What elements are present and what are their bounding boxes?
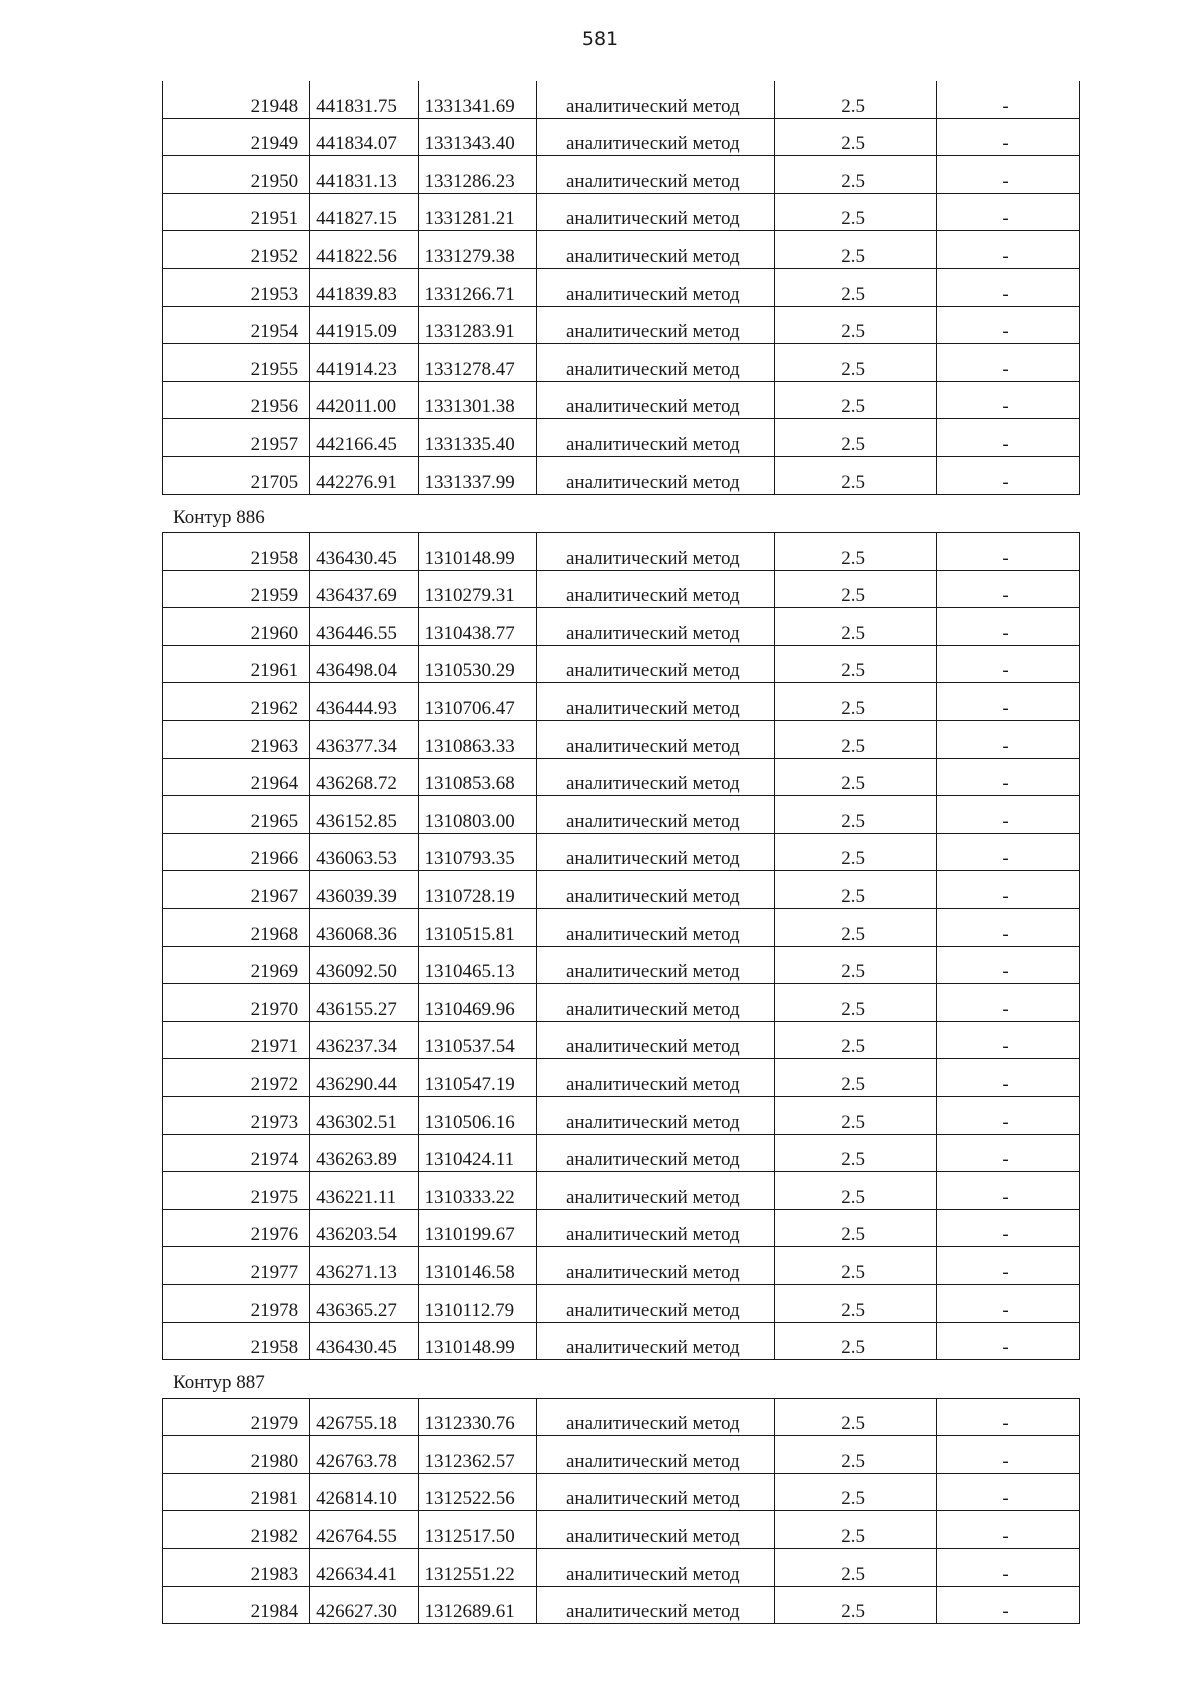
coordinates-table [162, 1398, 1080, 1625]
table-row [163, 984, 1080, 1022]
x-coordinate-cell: 441822.56 [310, 231, 418, 269]
error-cell: 2.5 [775, 1284, 937, 1322]
x-coordinate-cell: 436068.36 [310, 908, 418, 946]
error-cell: 2.5 [775, 533, 937, 571]
error-cell: 2.5 [775, 1172, 937, 1210]
point-number-cell: 21958 [163, 533, 310, 571]
table-row [163, 645, 1080, 683]
coordinates-table [162, 532, 1080, 1360]
x-coordinate-cell: 436430.45 [310, 1322, 418, 1360]
y-coordinate-cell: 1331283.91 [418, 306, 536, 344]
x-coordinate-cell: 436092.50 [310, 946, 418, 984]
point-number-cell: 21955 [163, 344, 310, 382]
y-coordinate-cell: 1310112.79 [418, 1284, 536, 1322]
x-coordinate-cell: 426627.30 [310, 1586, 418, 1624]
note-cell: - [937, 1134, 1080, 1172]
error-cell: 2.5 [775, 1473, 937, 1511]
table-row [163, 306, 1080, 344]
method-cell: аналитический метод [536, 796, 774, 834]
method-cell: аналитический метод [536, 268, 774, 306]
method-cell: аналитический метод [536, 1586, 774, 1624]
x-coordinate-cell: 436446.55 [310, 608, 418, 646]
x-coordinate-cell: 436430.45 [310, 533, 418, 571]
table-row [163, 1172, 1080, 1210]
error-cell: 2.5 [775, 721, 937, 759]
page-number: 581 [581, 28, 619, 50]
method-cell: аналитический метод [536, 871, 774, 909]
point-number-cell: 21952 [163, 231, 310, 269]
table-row [163, 796, 1080, 834]
table-row [163, 1548, 1080, 1586]
point-number-cell: 21970 [163, 984, 310, 1022]
point-number-cell: 21963 [163, 721, 310, 759]
error-cell: 2.5 [775, 1548, 937, 1586]
note-cell: - [937, 984, 1080, 1022]
table-row [163, 118, 1080, 156]
error-cell: 2.5 [775, 1398, 937, 1436]
x-coordinate-cell: 441914.23 [310, 344, 418, 382]
method-cell: аналитический метод [536, 306, 774, 344]
point-number-cell: 21948 [163, 81, 310, 118]
method-cell: аналитический метод [536, 721, 774, 759]
note-cell: - [937, 1511, 1080, 1549]
note-cell: - [937, 1172, 1080, 1210]
method-cell: аналитический метод [536, 1473, 774, 1511]
point-number-cell: 21964 [163, 758, 310, 796]
note-cell: - [937, 81, 1080, 118]
table-row [163, 683, 1080, 721]
error-cell: 2.5 [775, 908, 937, 946]
x-coordinate-cell: 436268.72 [310, 758, 418, 796]
y-coordinate-cell: 1310803.00 [418, 796, 536, 834]
table-row [163, 1473, 1080, 1511]
contour-label: Контур 886 [173, 506, 265, 528]
note-cell: - [937, 1548, 1080, 1586]
error-cell: 2.5 [775, 456, 937, 494]
point-number-cell: 21953 [163, 268, 310, 306]
point-number-cell: 21972 [163, 1059, 310, 1097]
table-row [163, 381, 1080, 419]
method-cell: аналитический метод [536, 456, 774, 494]
error-cell: 2.5 [775, 608, 937, 646]
y-coordinate-cell: 1310706.47 [418, 683, 536, 721]
method-cell: аналитический метод [536, 81, 774, 118]
y-coordinate-cell: 1310547.19 [418, 1059, 536, 1097]
point-number-cell: 21968 [163, 908, 310, 946]
note-cell: - [937, 1096, 1080, 1134]
y-coordinate-cell: 1310333.22 [418, 1172, 536, 1210]
point-number-cell: 21969 [163, 946, 310, 984]
note-cell: - [937, 1059, 1080, 1097]
x-coordinate-cell: 442276.91 [310, 456, 418, 494]
point-number-cell: 21971 [163, 1021, 310, 1059]
error-cell: 2.5 [775, 381, 937, 419]
error-cell: 2.5 [775, 1586, 937, 1624]
method-cell: аналитический метод [536, 833, 774, 871]
table-row [163, 1436, 1080, 1474]
point-number-cell: 21983 [163, 1548, 310, 1586]
error-cell: 2.5 [775, 796, 937, 834]
x-coordinate-cell: 436437.69 [310, 570, 418, 608]
method-cell: аналитический метод [536, 1436, 774, 1474]
error-cell: 2.5 [775, 871, 937, 909]
note-cell: - [937, 1586, 1080, 1624]
error-cell: 2.5 [775, 1511, 937, 1549]
method-cell: аналитический метод [536, 1322, 774, 1360]
table-row [163, 1209, 1080, 1247]
method-cell: аналитический метод [536, 1209, 774, 1247]
table-row [163, 231, 1080, 269]
point-number-cell: 21975 [163, 1172, 310, 1210]
point-number-cell: 21954 [163, 306, 310, 344]
error-cell: 2.5 [775, 1021, 937, 1059]
error-cell: 2.5 [775, 570, 937, 608]
note-cell: - [937, 758, 1080, 796]
note-cell: - [937, 118, 1080, 156]
table-row [163, 193, 1080, 231]
y-coordinate-cell: 1331279.38 [418, 231, 536, 269]
note-cell: - [937, 306, 1080, 344]
point-number-cell: 21959 [163, 570, 310, 608]
table-row [163, 268, 1080, 306]
x-coordinate-cell: 436263.89 [310, 1134, 418, 1172]
note-cell: - [937, 570, 1080, 608]
note-cell: - [937, 1473, 1080, 1511]
error-cell: 2.5 [775, 81, 937, 118]
error-cell: 2.5 [775, 268, 937, 306]
method-cell: аналитический метод [536, 1172, 774, 1210]
note-cell: - [937, 946, 1080, 984]
document-content [162, 81, 1080, 1624]
y-coordinate-cell: 1331266.71 [418, 268, 536, 306]
note-cell: - [937, 721, 1080, 759]
x-coordinate-cell: 426764.55 [310, 1511, 418, 1549]
error-cell: 2.5 [775, 984, 937, 1022]
point-number-cell: 21949 [163, 118, 310, 156]
point-number-cell: 21958 [163, 1322, 310, 1360]
error-cell: 2.5 [775, 344, 937, 382]
point-number-cell: 21960 [163, 608, 310, 646]
table-row [163, 833, 1080, 871]
y-coordinate-cell: 1310728.19 [418, 871, 536, 909]
table-row [163, 1096, 1080, 1134]
method-cell: аналитический метод [536, 231, 774, 269]
table-row [163, 1021, 1080, 1059]
point-number-cell: 21984 [163, 1586, 310, 1624]
x-coordinate-cell: 436444.93 [310, 683, 418, 721]
error-cell: 2.5 [775, 156, 937, 194]
error-cell: 2.5 [775, 1096, 937, 1134]
note-cell: - [937, 833, 1080, 871]
table-row [163, 344, 1080, 382]
method-cell: аналитический метод [536, 118, 774, 156]
note-cell: - [937, 1436, 1080, 1474]
method-cell: аналитический метод [536, 381, 774, 419]
table-row [163, 721, 1080, 759]
note-cell: - [937, 871, 1080, 909]
table-row [163, 156, 1080, 194]
note-cell: - [937, 456, 1080, 494]
table-row [163, 1247, 1080, 1285]
method-cell: аналитический метод [536, 419, 774, 457]
method-cell: аналитический метод [536, 758, 774, 796]
table-row [163, 1586, 1080, 1624]
method-cell: аналитический метод [536, 1059, 774, 1097]
point-number-cell: 21981 [163, 1473, 310, 1511]
point-number-cell: 21951 [163, 193, 310, 231]
y-coordinate-cell: 1310863.33 [418, 721, 536, 759]
table-row [163, 758, 1080, 796]
note-cell: - [937, 683, 1080, 721]
point-number-cell: 21961 [163, 645, 310, 683]
method-cell: аналитический метод [536, 570, 774, 608]
y-coordinate-cell: 1310515.81 [418, 908, 536, 946]
y-coordinate-cell: 1331343.40 [418, 118, 536, 156]
error-cell: 2.5 [775, 118, 937, 156]
y-coordinate-cell: 1331278.47 [418, 344, 536, 382]
x-coordinate-cell: 436365.27 [310, 1284, 418, 1322]
point-number-cell: 21976 [163, 1209, 310, 1247]
note-cell: - [937, 156, 1080, 194]
table-row [163, 419, 1080, 457]
y-coordinate-cell: 1331286.23 [418, 156, 536, 194]
method-cell: аналитический метод [536, 1398, 774, 1436]
point-number-cell: 21705 [163, 456, 310, 494]
point-number-cell: 21978 [163, 1284, 310, 1322]
x-coordinate-cell: 436039.39 [310, 871, 418, 909]
table-row [163, 1134, 1080, 1172]
x-coordinate-cell: 436237.34 [310, 1021, 418, 1059]
y-coordinate-cell: 1310199.67 [418, 1209, 536, 1247]
table-row [163, 1284, 1080, 1322]
note-cell: - [937, 268, 1080, 306]
y-coordinate-cell: 1312551.22 [418, 1548, 536, 1586]
x-coordinate-cell: 436377.34 [310, 721, 418, 759]
method-cell: аналитический метод [536, 193, 774, 231]
error-cell: 2.5 [775, 231, 937, 269]
note-cell: - [937, 419, 1080, 457]
method-cell: аналитический метод [536, 683, 774, 721]
x-coordinate-cell: 441834.07 [310, 118, 418, 156]
y-coordinate-cell: 1310148.99 [418, 533, 536, 571]
x-coordinate-cell: 441839.83 [310, 268, 418, 306]
table-row [163, 1398, 1080, 1436]
y-coordinate-cell: 1310148.99 [418, 1322, 536, 1360]
point-number-cell: 21974 [163, 1134, 310, 1172]
table-row [163, 908, 1080, 946]
error-cell: 2.5 [775, 1322, 937, 1360]
note-cell: - [937, 231, 1080, 269]
table-row [163, 1059, 1080, 1097]
method-cell: аналитический метод [536, 533, 774, 571]
point-number-cell: 21973 [163, 1096, 310, 1134]
point-number-cell: 21965 [163, 796, 310, 834]
contour-label: Контур 887 [173, 1372, 265, 1394]
point-number-cell: 21979 [163, 1398, 310, 1436]
y-coordinate-cell: 1310530.29 [418, 645, 536, 683]
x-coordinate-cell: 436221.11 [310, 1172, 418, 1210]
table-row [163, 570, 1080, 608]
method-cell: аналитический метод [536, 1284, 774, 1322]
x-coordinate-cell: 442011.00 [310, 381, 418, 419]
x-coordinate-cell: 436063.53 [310, 833, 418, 871]
method-cell: аналитический метод [536, 156, 774, 194]
coordinates-table [162, 81, 1080, 495]
error-cell: 2.5 [775, 758, 937, 796]
method-cell: аналитический метод [536, 1548, 774, 1586]
y-coordinate-cell: 1331335.40 [418, 419, 536, 457]
note-cell: - [937, 533, 1080, 571]
point-number-cell: 21982 [163, 1511, 310, 1549]
x-coordinate-cell: 426763.78 [310, 1436, 418, 1474]
x-coordinate-cell: 441831.75 [310, 81, 418, 118]
error-cell: 2.5 [775, 683, 937, 721]
y-coordinate-cell: 1312517.50 [418, 1511, 536, 1549]
error-cell: 2.5 [775, 193, 937, 231]
y-coordinate-cell: 1331341.69 [418, 81, 536, 118]
method-cell: аналитический метод [536, 984, 774, 1022]
table-row [163, 81, 1080, 118]
x-coordinate-cell: 426634.41 [310, 1548, 418, 1586]
x-coordinate-cell: 436271.13 [310, 1247, 418, 1285]
y-coordinate-cell: 1310438.77 [418, 608, 536, 646]
error-cell: 2.5 [775, 306, 937, 344]
method-cell: аналитический метод [536, 1096, 774, 1134]
table-row [163, 871, 1080, 909]
point-number-cell: 21980 [163, 1436, 310, 1474]
y-coordinate-cell: 1310506.16 [418, 1096, 536, 1134]
point-number-cell: 21967 [163, 871, 310, 909]
y-coordinate-cell: 1312362.57 [418, 1436, 536, 1474]
x-coordinate-cell: 436203.54 [310, 1209, 418, 1247]
x-coordinate-cell: 441831.13 [310, 156, 418, 194]
error-cell: 2.5 [775, 946, 937, 984]
note-cell: - [937, 1284, 1080, 1322]
note-cell: - [937, 193, 1080, 231]
x-coordinate-cell: 426814.10 [310, 1473, 418, 1511]
table-row [163, 608, 1080, 646]
x-coordinate-cell: 442166.45 [310, 419, 418, 457]
y-coordinate-cell: 1310469.96 [418, 984, 536, 1022]
point-number-cell: 21956 [163, 381, 310, 419]
method-cell: аналитический метод [536, 344, 774, 382]
y-coordinate-cell: 1312522.56 [418, 1473, 536, 1511]
note-cell: - [937, 381, 1080, 419]
method-cell: аналитический метод [536, 1021, 774, 1059]
y-coordinate-cell: 1310279.31 [418, 570, 536, 608]
y-coordinate-cell: 1331281.21 [418, 193, 536, 231]
x-coordinate-cell: 426755.18 [310, 1398, 418, 1436]
y-coordinate-cell: 1310537.54 [418, 1021, 536, 1059]
point-number-cell: 21950 [163, 156, 310, 194]
note-cell: - [937, 1209, 1080, 1247]
x-coordinate-cell: 436152.85 [310, 796, 418, 834]
table-row [163, 456, 1080, 494]
method-cell: аналитический метод [536, 1511, 774, 1549]
y-coordinate-cell: 1310853.68 [418, 758, 536, 796]
note-cell: - [937, 1021, 1080, 1059]
y-coordinate-cell: 1312330.76 [418, 1398, 536, 1436]
point-number-cell: 21962 [163, 683, 310, 721]
error-cell: 2.5 [775, 1209, 937, 1247]
table-row [163, 1322, 1080, 1360]
note-cell: - [937, 796, 1080, 834]
x-coordinate-cell: 441827.15 [310, 193, 418, 231]
x-coordinate-cell: 441915.09 [310, 306, 418, 344]
method-cell: аналитический метод [536, 645, 774, 683]
table-row [163, 946, 1080, 984]
x-coordinate-cell: 436155.27 [310, 984, 418, 1022]
y-coordinate-cell: 1310465.13 [418, 946, 536, 984]
point-number-cell: 21966 [163, 833, 310, 871]
error-cell: 2.5 [775, 1134, 937, 1172]
method-cell: аналитический метод [536, 608, 774, 646]
x-coordinate-cell: 436302.51 [310, 1096, 418, 1134]
error-cell: 2.5 [775, 1059, 937, 1097]
error-cell: 2.5 [775, 645, 937, 683]
method-cell: аналитический метод [536, 1134, 774, 1172]
x-coordinate-cell: 436498.04 [310, 645, 418, 683]
note-cell: - [937, 1398, 1080, 1436]
method-cell: аналитический метод [536, 1247, 774, 1285]
note-cell: - [937, 1247, 1080, 1285]
note-cell: - [937, 344, 1080, 382]
error-cell: 2.5 [775, 1436, 937, 1474]
point-number-cell: 21957 [163, 419, 310, 457]
error-cell: 2.5 [775, 833, 937, 871]
y-coordinate-cell: 1331301.38 [418, 381, 536, 419]
y-coordinate-cell: 1331337.99 [418, 456, 536, 494]
error-cell: 2.5 [775, 419, 937, 457]
y-coordinate-cell: 1310146.58 [418, 1247, 536, 1285]
note-cell: - [937, 608, 1080, 646]
note-cell: - [937, 1322, 1080, 1360]
method-cell: аналитический метод [536, 908, 774, 946]
error-cell: 2.5 [775, 1247, 937, 1285]
note-cell: - [937, 908, 1080, 946]
note-cell: - [937, 645, 1080, 683]
y-coordinate-cell: 1312689.61 [418, 1586, 536, 1624]
point-number-cell: 21977 [163, 1247, 310, 1285]
method-cell: аналитический метод [536, 946, 774, 984]
x-coordinate-cell: 436290.44 [310, 1059, 418, 1097]
table-row [163, 533, 1080, 571]
table-row [163, 1511, 1080, 1549]
y-coordinate-cell: 1310793.35 [418, 833, 536, 871]
y-coordinate-cell: 1310424.11 [418, 1134, 536, 1172]
